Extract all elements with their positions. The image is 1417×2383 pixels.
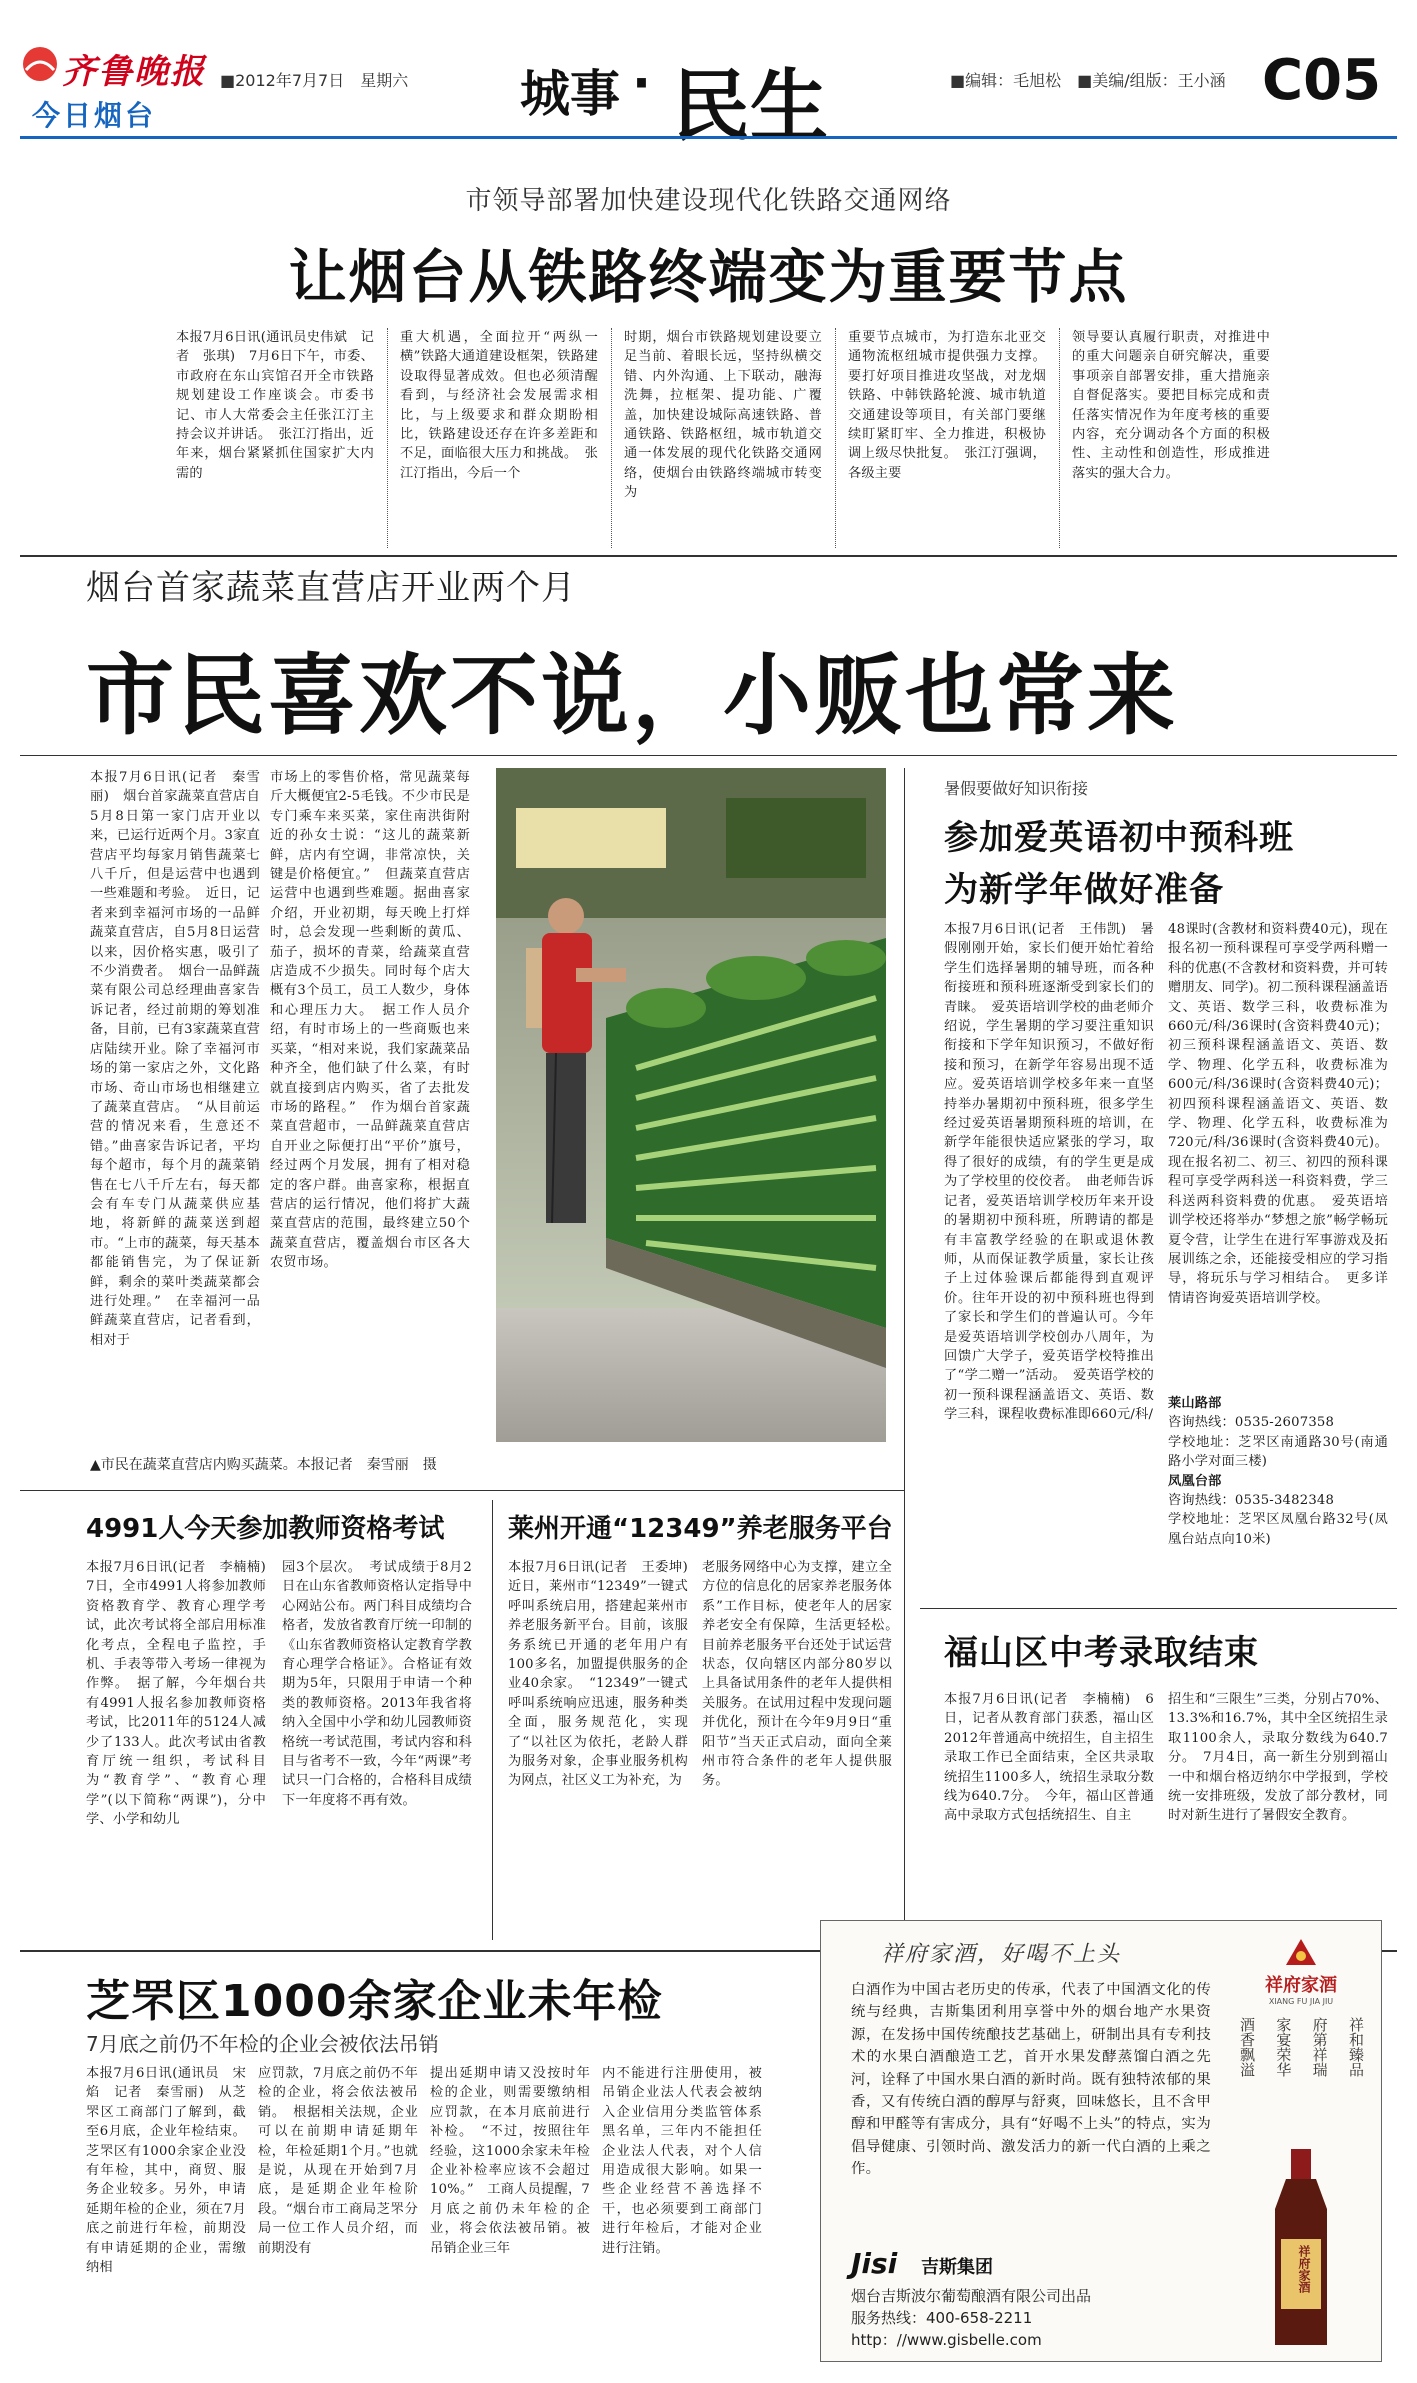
fushan-headline: 福山区中考录取结束 (944, 1633, 1259, 1673)
brand-mark: Jisi (851, 2247, 898, 2280)
english-headline-1: 参加爱英语初中预科班 (944, 818, 1294, 858)
col-divider (904, 768, 905, 1948)
branch-name: 莱山路部 (1168, 1396, 1222, 1411)
brand-name: 吉斯集团 (921, 2257, 993, 2278)
page-number: C05 (1262, 48, 1382, 113)
railway-col-3: 时期，烟台市铁路规划建设要立足当前、着眼长远，坚持纵横交错、内外沟通、上下联动，融海洗舞，拉框架、提功能、广覆盖，加快建设城际高速铁路、普通铁路、铁路枢纽，城市轨道交通一体发展的现代化铁路交通网络，使烟台由铁路终端城市转变为 (624, 330, 822, 501)
railway-kicker: 市领导部署加快建设现代化铁路交通网络 (465, 186, 952, 216)
poem-line: 祥和臻品 (1346, 2017, 1365, 2077)
bottle-label: 祥府家酒 (1297, 2245, 1311, 2293)
logo-pinyin: XIANG FU JIA JIU (1268, 1997, 1334, 2006)
railway-article (0, 150, 1417, 570)
section-rule (920, 1608, 1397, 1609)
zhifu-col-1: 本报7月6日讯(通讯员 宋焰 记者 秦雪丽) 从芝罘区工商部门了解到，截至6月底，企业年检结束。芝罘区有1000余家企业没有年检，其中，商贸、服务企业较多。另外，申请延期年检的企业，须在7月底之前进行年检，前期没有申请延期的企业，需缴纳相 (86, 2066, 246, 2276)
poem-line: 酒香飘溢 (1238, 2017, 1256, 2077)
liquor-bottle (1261, 2149, 1341, 2349)
teacher-col-1: 本报7月6日讯(记者 李楠楠) 7日，全市4991人将参加教师资格教育学、教育心理学考试，此次考试将全部启用标准化考点，全程电子监控，手机、手表等带入考场一律视为作弊。 据了解，今年烟台共有4991人报名参加教师资格考试，比2011年的5124人减少了133人。此次考试由省教育厅统一组织，考试科目为“教育学”、“教育心理学”(以下简称“两课”)，分中学、小学和幼儿 (86, 1560, 280, 1828)
veg-col-2: 市场上的零售价格，常见蔬菜每斤大概便宜2-5毛钱。不少市民是专门乘车来买菜，家住南洪街附近的孙女士说：“这儿的蔬菜新鲜，店内有空调，非常凉快，关键是价格便宜。” 但蔬菜直营店运营中也遇到些难题。据曲喜家介绍，开业初期，每天晚上打烊时，总会发现一些剩断的黄瓜、茄子，损坏的青菜，给蔬菜直营店造成不少损失。同时每个店大概有3个员工，员工人数少，身体和心理压力大。 据工作人员介绍，有时市场上的一些商贩也来买菜，“相对来说，我们家蔬菜品种齐全，他们缺了什么菜，有时就直接到店内购买，省了去批发市场的路程。” 作为烟台首家蔬菜直营超市，一品鲜蔬菜直营店自开业之际便打出“平价”旗号，经过两个月发展，拥有了相对稳定的客户群。曲喜家称，根据直营店的运行情况，他们将扩大蔬菜直营店的范围，最终建立50个蔬菜直营店，覆盖烟台市区各大农贸市场。 (270, 770, 470, 1271)
railway-col-4: 重要节点城市，为打造东北亚交通物流枢纽城市提供强力支撑。要打好项目推进攻坚战，对龙烟铁路、中韩铁路轮渡、城市轨道交通建设等项目，有关部门要继续盯紧盯牢、全力推进，积极协调上级尽快批复。 张江汀强调，各级主要 (848, 330, 1046, 481)
liquor-logo (1241, 1937, 1361, 2007)
poem-line: 家宴荣华 (1274, 2017, 1293, 2077)
vegetable-shop-image (496, 768, 886, 1442)
photo-caption: ▲市民在蔬菜直营店内购买蔬菜。本报记者 秦雪丽 摄 (90, 1457, 437, 1473)
ad-website: http：//www.gisbelle.com (851, 2331, 1042, 2349)
veg-headline: 市民喜欢不说，小贩也常来 (86, 644, 1179, 747)
railway-col-2: 重大机遇，全面拉开“两纵一横”铁路大通道建设框架，铁路建设取得显著成效。但也必须清醒看到，与经济社会发展需求相比，与上级要求和群众期盼相比，铁路建设还存在许多差距和不足，面临很大压力和挑战。 张江汀指出，今后一个 (400, 330, 598, 481)
newspaper-logo (20, 44, 60, 84)
zhifu-col-3: 提出延期申请又没按时年检的企业，则需要缴纳相应罚款，在本月底前进行补检。 “不过，按照往年经验，这1000余家未年检企业补检率应该不会超过10%。” 工商人员提醒，7月底之前仍未年检的企业，将会依法被吊销。被吊销企业三年 (430, 2066, 590, 2256)
laizhou-col-2: 老服务网络中心为支撑，建立全方位的信息化的居家养老服务体系”工作目标，使老年人的居家养老安全有保障，生活更轻松。 目前养老服务平台还处于试运营状态，仅向辖区内部分80岁以上具备试用条件的老年人提供相关服务。在试用过程中发现问题并优化，预计在今年9月9日“重阳节”当天正式启动，面向全莱州市符合条件的老年人提供服务。 (702, 1560, 906, 1789)
ad-slogan: 祥府家酒，好喝不上头 (881, 1942, 1122, 1967)
teacher-headline: 4991人今天参加教师资格考试 (86, 1514, 445, 1544)
ad-body: 白酒作为中国古老历史的传承，代表了中国酒文化的传统与经典，吉斯集团利用享誉中外的烟台地产水果资源，在发扬中国传统酿技艺基础上，研制出具有专利技术的水果白酒酿造工艺，首开水果发酵蒸馏白酒之先河，诠释了中国水果白酒的新时尚。既有独特浓郁的果香，又有传统白酒的醇厚与舒爽，回味悠长，且不含甲醇和甲醛等有害成分，具有“好喝不上头”的特点，实为倡导健康、引领时尚、激发活力的新一代白酒的上乘之作。 (851, 1982, 1211, 2178)
fushan-col-2: 招生和“三限生”三类，分别占70%、13.3%和16.7%，其中全区统招生录取1100余人，录取分数线为640.7分。 7月4日，高一新生分别到福山一中和烟台格迈纳尔中学报到，学校统一安排班级，发放了部分教材，同时对新生进行了暑假安全教育。 (1168, 1692, 1388, 1824)
english-kicker: 暑假要做好知识衔接 (944, 779, 1089, 798)
railway-headline: 让烟台从铁路终端变为重要节点 (288, 243, 1129, 311)
railway-col-1: 本报7月6日讯(通讯员史伟斌 记者 张琪) 7月6日下午，市委、市政府在东山宾馆召开全市铁路规划建设工作座谈会。市委书记、市人大常委会主任张江汀主持会议并讲话。 张江汀指出，近年来，烟台紧紧抓住国家扩大内需的 (176, 330, 374, 481)
zhifu-headline: 芝罘区1000余家企业未年检 (86, 1976, 663, 2027)
laizhou-headline: 莱州开通“12349”养老服务平台 (508, 1514, 893, 1544)
col-divider (387, 328, 388, 548)
emblem-icon (1284, 1937, 1318, 1967)
masthead-rule (20, 136, 1397, 139)
editors-line: ■编辑：毛旭松 ■美编/组版：王小涵 (950, 71, 1226, 90)
col-divider (835, 328, 836, 548)
branch-address: 学校地址：芝罘区南通路30号(南通路小学对面三楼) (1168, 1434, 1388, 1470)
edition-label: 今日烟台 (32, 99, 157, 132)
zhifu-col-4: 内不能进行注册使用，被吊销企业法人代表会被纳入企业信用分类监管体系黑名单，三年内不能担任企业法人代表，对个人信用造成很大影响。如果一些企业经营不善选择不干，也必须要到工商部门进行年检后，才能对企业进行注销。 (602, 2066, 762, 2256)
branch-address: 学校地址：芝罘区凤凰台路32号(凤凰台站点向10米) (1168, 1512, 1388, 1547)
veg-col-1: 本报7月6日讯(记者 秦雪丽) 烟台首家蔬菜直营店自5月8日第一家门店开业以来，已运行近两个月。3家直营店平均每家月销售蔬菜七八千斤，但是运营中也遇到一些难题和考验。 近日，记者来到幸福河市场的一品鲜蔬菜直营店，自5月8日运营以来，因价格实惠，吸引了不少消费者。 烟台一品鲜蔬菜有限公司总经理曲喜家告诉记者，经过前期的筹划准备，目前，已有3家蔬菜直营店陆续开业。除了幸福河市场的第一家店之外，文化路市场、奇山市场也相继建立了蔬菜直营店。 “从目前运营的情况来看，生意还不错。”曲喜家告诉记者，平均每个超市，每个月的蔬菜销售在七八千斤左右，每天都会有车专门从蔬菜供应基地，将新鲜的蔬菜送到超市。“上市的蔬菜，每天基本都能销售完，为了保证新鲜，剩余的菜叶类蔬菜都会进行处理。” 在幸福河一品鲜蔬菜直营店，记者看到，相对于 (90, 770, 260, 1348)
veg-kicker: 烟台首家蔬菜直营店开业两个月 (86, 568, 576, 608)
fushan-col-1: 本报7月6日讯(记者 李楠楠) 6日，记者从教育部门获悉，福山区2012年普通高中统招生，自主招生录取工作已全面结束，全区共录取统招生1100多人，统招生录取分数线为640.7分。 今年，福山区普通高中录取方式包括统招生、自主 (944, 1692, 1154, 1824)
masthead (0, 0, 1417, 152)
zhifu-subhead: 7月底之前仍不年检的企业会被依法吊销 (86, 2032, 439, 2056)
section-dot: · (632, 54, 651, 112)
ad-hotline: 服务热线：400-658-2211 (851, 2309, 1033, 2327)
teacher-col-2: 园3个层次。 考试成绩于8月2日在山东省教师资格认定指导中心网站公布。两门科目成绩均合格者，发放省教育厅统一印制的《山东省教师资格认定教育学教育心理学合格证》。合格证有效期为5年，只限用于申请一个种类的教师资格。2013年我省将纳入全国中小学和幼儿园教师资格统一考试范围，考试内容和科目与省考不一致，今年“两课”考试只一门合格的，合格科目成绩下一年度将不再有效。 (282, 1560, 472, 1808)
liquor-ad (820, 1920, 1382, 2362)
poem-line: 府第祥瑞 (1310, 2017, 1329, 2077)
section-rule (20, 555, 1397, 557)
section-rule (20, 755, 1397, 756)
section-rule (20, 1490, 904, 1491)
veg-store-photo (496, 768, 886, 1442)
col-divider (1059, 328, 1060, 548)
ad-company: 烟台吉斯波尔葡萄酿酒有限公司出品 (851, 2287, 1092, 2305)
sun-logo-icon (20, 44, 60, 84)
english-headline-2: 为新学年做好准备 (944, 870, 1224, 910)
section-name-b: 民生 (672, 62, 829, 152)
logo-name: 祥府家酒 (1265, 1975, 1337, 1996)
laizhou-col-1: 本报7月6日讯(记者 王委坤) 近日，莱州市“12349”一键式呼叫系统启用，搭建起莱州市养老服务新平台。目前，该服务系统已开通的老年用户有100多名，加盟提供服务的企业40余家。 “12349”一键式呼叫系统响应迅速，服务种类全面，服务规范化，实现了“以社区为依托，老龄人群为服务对象，企事业服务机构为网点，社区义工为补充，为 (508, 1560, 702, 1789)
english-col-2: 48课时(含教材和资料费40元)，现在报名初一预科课程可享受学两科赠一科的优惠(不含教材和资料费，并可转赠朋友、同学)。初二预科课程涵盖语文、英语、数学三科，收费标准为660元/科/36课时(含资料费40元)；初三预科课程涵盖语文、英语、数学、物理、化学五科，收费标准为600元/科/36课时(含资料费40元)；初四预科课程涵盖语文、英语、数学、物理、化学五科，收费标准为720元/科/36课时(含资料费40元)。现在报名初二、初三、初四的预科课程可享受学两科送一科资料费，学三科送两科资料费的优惠。 爱英语培训学校还将举办“梦想之旅”畅学畅玩夏令营，让学生在进行军事游戏及拓展训练之余，还能接受相应的学习指导，将玩乐与学习相结合。 更多详情请咨询爱英语培训学校。 (1168, 922, 1388, 1306)
english-col-1: 本报7月6日讯(记者 王伟凯) 暑假刚刚开始，家长们便开始忙着给学生们选择暑期的辅导班，而各种衔接班和预科班逐渐受到家长们的青睐。 爱英语培训学校的曲老师介绍说，学生暑期的学习要注重知识衔接和下学年知识预习，不做好衔接和预习，在新学年容易出现不适应。爱英语培训学校多年来一直坚持举办暑期初中预科班，很多学生经过爱英语暑期预科班的培训，在新学年能很快适应紧张的学习，取得了很好的成绩，有的学生更是成为了学校里的佼佼者。 曲老师告诉记者，爱英语培训学校历年来开设的暑期初中预科班，所聘请的都是有丰富教学经验的在职或退休教师，从而保证教学质量，家长让孩子上过体验课后都能得到直观评价。往年开设的初中预科班也得到了家长和学生们的普遍认可。今年是爱英语培训学校创办八周年，为回馈广大学子，爱英语学校特推出了“学二赠一”活动。 爱英语学校的初一预科课程涵盖语文、英语、数学三科，课程收费标准即660元/科/ (944, 922, 1154, 1423)
col-divider (492, 1500, 493, 1940)
branch-name: 凤凰台部 (1168, 1473, 1222, 1489)
branch-phone: 咨询热线：0535-3482348 (1168, 1493, 1335, 1509)
zhifu-col-2: 应罚款，7月底之前仍不年检的企业，将会依法被吊销。 根据相关法规，企业可以在前期申请延期年检，年检延期1个月。”也就是说，从现在开始到7月底，是延期企业年检阶段。“烟台市工商局芝罘分局一位工作人员介绍，而前期没有 (258, 2066, 418, 2256)
branch-phone: 咨询热线：0535-2607358 (1168, 1415, 1335, 1431)
railway-col-5: 领导要认真履行职责，对推进中的重大问题亲自研究解决，重要事项亲自部署安排，重大措施亲自督促落实。要把目标完成和责任落实情况作为年度考核的重要内容，充分调动各个方面的积极性、主动性和创造性，形成推进落实的强大合力。 (1072, 330, 1270, 481)
logo-text: 齐鲁晚报 (62, 52, 206, 92)
english-col-2-wrap (1168, 920, 1388, 1600)
section-name-a: 城事 (520, 65, 620, 123)
ad-poem (1237, 2017, 1367, 2137)
col-divider (611, 328, 612, 548)
issue-date: ■2012年7月7日 星期六 (220, 71, 409, 90)
english-contacts (1168, 1394, 1388, 1549)
